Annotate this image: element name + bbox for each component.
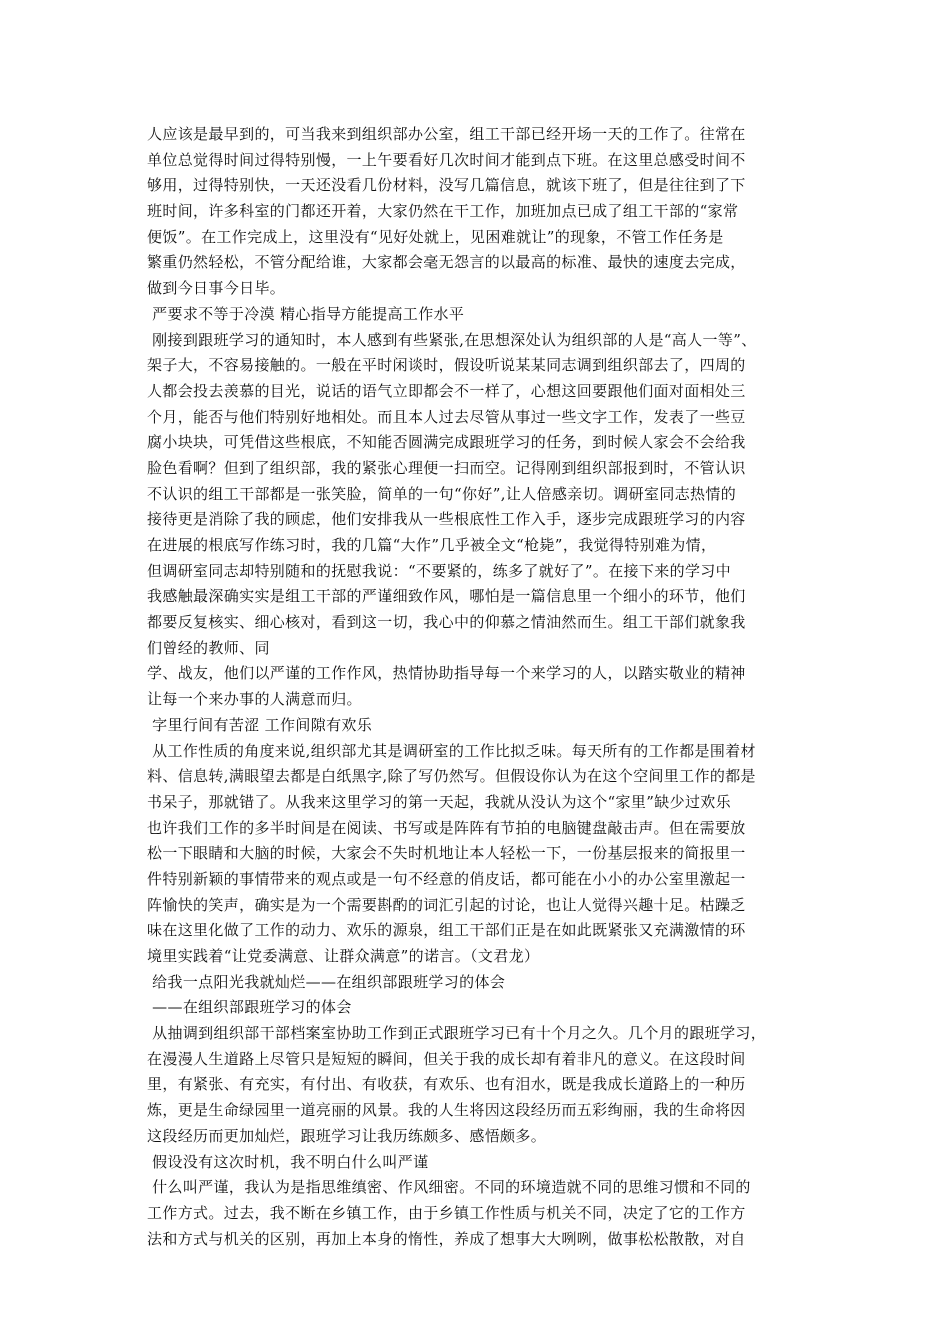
text-line: 不认识的组工干部都是一张笑脸，简单的一句“你好”,让人倍感亲切。调研室同志热情的 [147, 484, 737, 503]
text-line: 这段经历而更加灿烂，跟班学习让我历练颇多、感悟颇多。 [147, 1126, 547, 1145]
text-line: 繁重仍然轻松，不管分配给谁，大家都会毫无怨言的以最高的标准、最快的速度去完成， [147, 253, 746, 272]
text-line: 书呆子，那就错了。从我来这里学习的第一天起，我就从没认为这个“家里”缺少过欢乐 [147, 792, 731, 811]
text-line: 架子大，不容易接触的。一般在平时闲谈时，假设听说某某同志调到组织部去了，四周的 [147, 356, 746, 375]
text-line: 炼，更是生命绿园里一道亮丽的风景。我的人生将因这段经历而五彩绚丽，我的生命将因 [147, 1101, 746, 1120]
text-line: 里，有紧张、有充实，有付出、有收获，有欢乐、也有泪水，既是我成长道路上的一种历 [147, 1075, 746, 1094]
text-line: 单位总觉得时间过得特别慢，一上午要看好几次时间才能到点下班。在这里总感受时间不 [147, 150, 746, 169]
text-line: 我感触最深确实实是组工干部的严谨细致作风，哪怕是一篇信息里一个细小的环节，他们 [147, 587, 746, 606]
text-line: 但调研室同志却特别随和的抚慰我说：“不要紧的，练多了就好了”。在接下来的学习中 [147, 561, 731, 580]
text-line: 便饭”。在工作完成上，这里没有“见好处就上，见困难就让”的现象，不管工作任务是 [147, 227, 724, 246]
text-line: 脸色看啊？但到了组织部，我的紧张心理便一扫而空。记得刚到组织部报到时，不管认识 [147, 458, 746, 477]
document-body [147, 122, 807, 1252]
text-line: 个月，能否与他们特别好地相处。而且本人过去尽管从事过一些文字工作，发表了一些豆 [147, 407, 746, 426]
text-line: 人应该是最早到的，可当我来到组织部办公室，组工干部已经开场一天的工作了。往常在 [147, 125, 746, 143]
section-heading: 假设没有这次时机，我不明白什么叫严谨 [147, 1152, 429, 1171]
text-line: 学、战友，他们以严谨的工作作风，热情协助指导每一个来学习的人，以踏实敬业的精神 [147, 664, 746, 683]
text-line: 料、信息转,满眼望去都是白纸黑字,除了写仍然写。但假设你认为在这个空间里工作的都是 [147, 767, 756, 786]
text-line: 阵愉快的笑声，确实是为一个需要斟酌的词汇引起的讨论，也让人觉得兴趣十足。枯躁乏 [147, 895, 746, 914]
text-line: 件特别新颖的事情带来的观点或是一句不经意的俏皮话，都可能在小小的办公室里激起一 [147, 869, 746, 888]
text-line: 做到今日事今日毕。 [147, 279, 286, 298]
section-heading: 字里行间有苦涩 工作间隙有欢乐 [147, 715, 373, 734]
article-subtitle: ——在组织部跟班学习的体会 [147, 998, 352, 1017]
text-line: 法和方式与机关的区别，再加上本身的惰性，养成了想事大大咧咧，做事松松散散，对自 [147, 1229, 746, 1248]
text-line: 够用，过得特别快，一天还没看几份材料，没写几篇信息，就该下班了，但是往往到了下 [147, 176, 746, 195]
text-line: 也许我们工作的多半时间是在阅读、书写或是阵阵有节拍的电脑键盘敲击声。但在需要放 [147, 818, 746, 837]
text-line: 工作方式。过去，我不断在乡镇工作，由于乡镇工作性质与机关不同，决定了它的工作方 [147, 1203, 746, 1222]
text-line: 让每一个来办事的人满意而归。 [147, 690, 362, 709]
text-line: 刚接到跟班学习的通知时，本人感到有些紧张,在思想深处认为组织部的人是“高人一等”、 [147, 330, 757, 349]
text-line: 都要反复核实、细心核对，看到这一切，我心中的仰慕之情油然而生。组工干部们就象我 [147, 613, 746, 632]
text-line: 在漫漫人生道路上尽管只是短短的瞬间，但关于我的成长却有着非凡的意义。在这段时间 [147, 1049, 746, 1068]
text-line: 们曾经的教师、同 [147, 638, 270, 657]
article-title: 给我一点阳光我就灿烂——在组织部跟班学习的体会 [147, 972, 506, 991]
text-line: 班时间，许多科室的门都还开着，大家仍然在干工作，加班加点已成了组工干部的“家常 [147, 202, 739, 221]
text-line: 什么叫严谨，我认为是指思维缜密、作风细密。不同的环境造就不同的思维习惯和不同的 [147, 1178, 751, 1197]
section-heading: 严要求不等于冷漠 精心指导方能提高工作水平 [147, 304, 465, 323]
text-line: 从工作性质的角度来说,组织部尤其是调研室的工作比拟乏味。每天所有的工作都是围着材 [147, 741, 756, 760]
text-line: 人都会投去羡慕的目光，说话的语气立即都会不一样了，心想这回要跟他们面对面相处三 [147, 381, 746, 400]
text-line: 松一下眼睛和大脑的时候，大家会不失时机地让本人轻松一下，一份基层报来的简报里一 [147, 844, 746, 863]
text-line: 从抽调到组织部干部档案室协助工作到正式跟班学习已有十个月之久。几个月的跟班学习， [147, 1024, 767, 1043]
text-line: 腐小块块，可凭借这些根底，不知能否圆满完成跟班学习的任务，到时候人家会不会给我 [147, 433, 746, 452]
text-line: 在进展的根底写作练习时，我的几篇“大作”几乎被全文“枪毙”，我觉得特别难为情， [147, 536, 717, 554]
text-line: 境里实践着“让党委满意、让群众满意”的诺言。（文君龙） [147, 947, 540, 965]
text-line: 味在这里化做了工作的动力、欢乐的源泉，组工干部们正是在如此既紧张又充满激情的环 [147, 921, 746, 940]
text-line: 接待更是消除了我的顾虑，他们安排我从一些根底性工作入手，逐步完成跟班学习的内容 [147, 510, 746, 529]
